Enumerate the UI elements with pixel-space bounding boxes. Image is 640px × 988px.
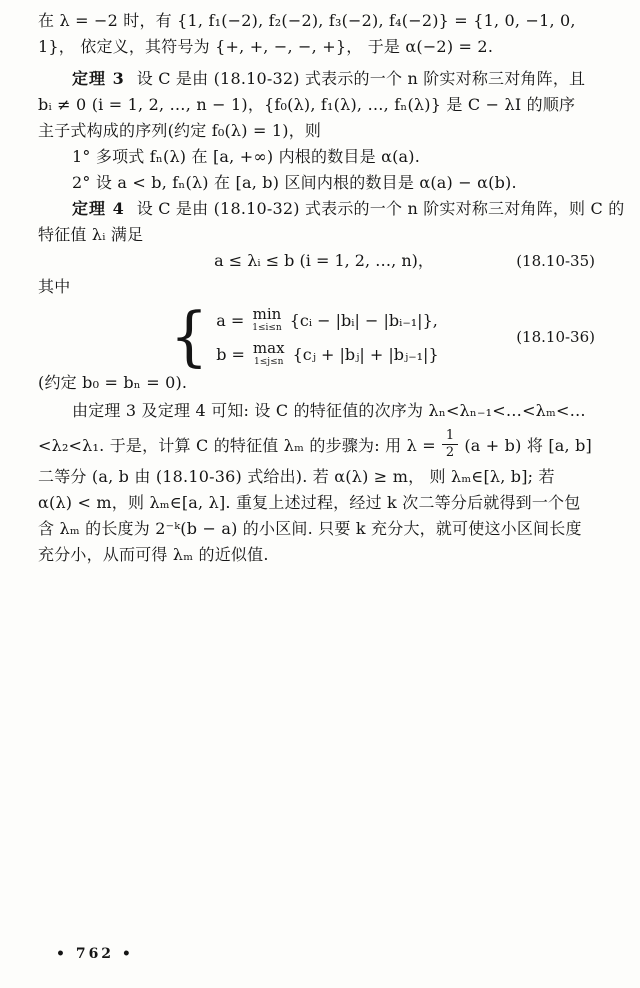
text-block xyxy=(38,8,625,568)
left-brace: { xyxy=(170,299,209,375)
equation-row-b xyxy=(216,341,438,367)
eq-a-lhs: a = xyxy=(216,310,245,330)
theorem3-intro: 设 C 是由 (18.10-32) 式表示的一个 n 阶实对称三对角阵，且 xyxy=(136,69,586,88)
fraction-denominator: 2 xyxy=(445,444,455,460)
equation-18-10-36 xyxy=(170,299,610,375)
min-operator xyxy=(252,307,281,333)
paragraph1-line1: 在 λ = −2 时，有 {1, f₁(−2), f₂(−2), f₃(−2), f₄(−2)} = {1, 0, −1, 0, xyxy=(38,11,576,30)
equation-18-10-36-tag: (18.10-36) xyxy=(516,328,595,346)
fraction-numerator: 1 xyxy=(442,429,458,445)
theorem3-line1 xyxy=(38,66,610,92)
min-limits: 1≤i≤n xyxy=(252,323,282,333)
theorem3-label: 定理 3 xyxy=(72,69,125,88)
paragraph3-line6: 充分小，从而可得 λₘ 的近似值. xyxy=(38,545,269,564)
paragraph1-line2: 1}， 依定义，其符号为 {+, +, −, −, +}， 于是 α(−2) = 2. xyxy=(38,37,494,56)
theorem3-item1: 1° 多项式 fₙ(λ) 在 [a, +∞) 内根的数目是 α(a). xyxy=(72,147,421,166)
theorem3-line2: bᵢ ≠ 0 (i = 1, 2, …, n − 1)，{f₀(λ), f₁(λ), …, fₙ(λ)} 是 C − λI 的顺序 xyxy=(38,95,576,114)
paragraph3-line2 xyxy=(38,424,610,464)
convention-line: (约定 b₀ = bₙ = 0). xyxy=(38,373,188,392)
paragraph3-line4: α(λ) < m，则 λₘ∈[a, λ]. 重复上述过程，经过 k 次二等分后就得到一个包 xyxy=(38,493,581,512)
min-label: min xyxy=(252,305,282,323)
line2-before-fraction: <λ₂<λ₁. 于是，计算 C 的特征值 λₘ 的步骤为: 用 λ = xyxy=(38,435,436,455)
paragraph3-line1: 由定理 3 及定理 4 可知: 设 C 的特征值的次序为 λₙ<λₙ₋₁<…<λₘ<… xyxy=(72,401,586,420)
paragraph3-line3: 二等分 (a, b 由 (18.10-36) 式给出). 若 α(λ) ≥ m， 则 λₘ∈[λ, b]; 若 xyxy=(38,467,555,486)
theorem4-line1 xyxy=(38,196,625,222)
page-number: • 762 • xyxy=(56,946,134,962)
equation-rows xyxy=(216,307,438,367)
theorem4-line2: 特征值 λᵢ 满足 xyxy=(38,225,144,244)
equation-18-10-35-tag: (18.10-35) xyxy=(516,252,595,270)
line2-after-fraction: (a + b) 将 [a, b] xyxy=(464,435,592,455)
eq-b-lhs: b = xyxy=(216,344,245,364)
theorem3-line3: 主子式构成的序列(约定 f₀(λ) = 1)，则 xyxy=(38,121,322,140)
max-label: max xyxy=(252,339,285,357)
equation-row-a xyxy=(216,307,438,333)
max-limits: 1≤j≤n xyxy=(254,357,284,367)
equation-18-10-35 xyxy=(38,248,610,274)
paragraph3-line5: 含 λₘ 的长度为 2⁻ᵏ(b − a) 的小区间. 只要 k 充分大，就可使这小区间长度 xyxy=(38,519,582,538)
max-operator xyxy=(253,341,285,367)
equation-18-10-35-body: a ≤ λᵢ ≤ b (i = 1, 2, …, n)， xyxy=(214,251,434,270)
eq-b-rhs: {cⱼ + |bⱼ| + |bⱼ₋₁|} xyxy=(292,344,439,364)
theorem3-item2: 2° 设 a < b, fₙ(λ) 在 [a, b) 区间内根的数目是 α(a) − α(b). xyxy=(72,173,517,192)
qizhong-line: 其中 xyxy=(38,277,71,296)
theorem4-intro: 设 C 是由 (18.10-32) 式表示的一个 n 阶实对称三对角阵，则 C 的 xyxy=(136,199,625,218)
theorem4-label: 定理 4 xyxy=(72,199,125,218)
one-half-fraction xyxy=(442,429,458,459)
eq-a-rhs: {cᵢ − |bᵢ| − |bᵢ₋₁|}, xyxy=(289,310,438,330)
